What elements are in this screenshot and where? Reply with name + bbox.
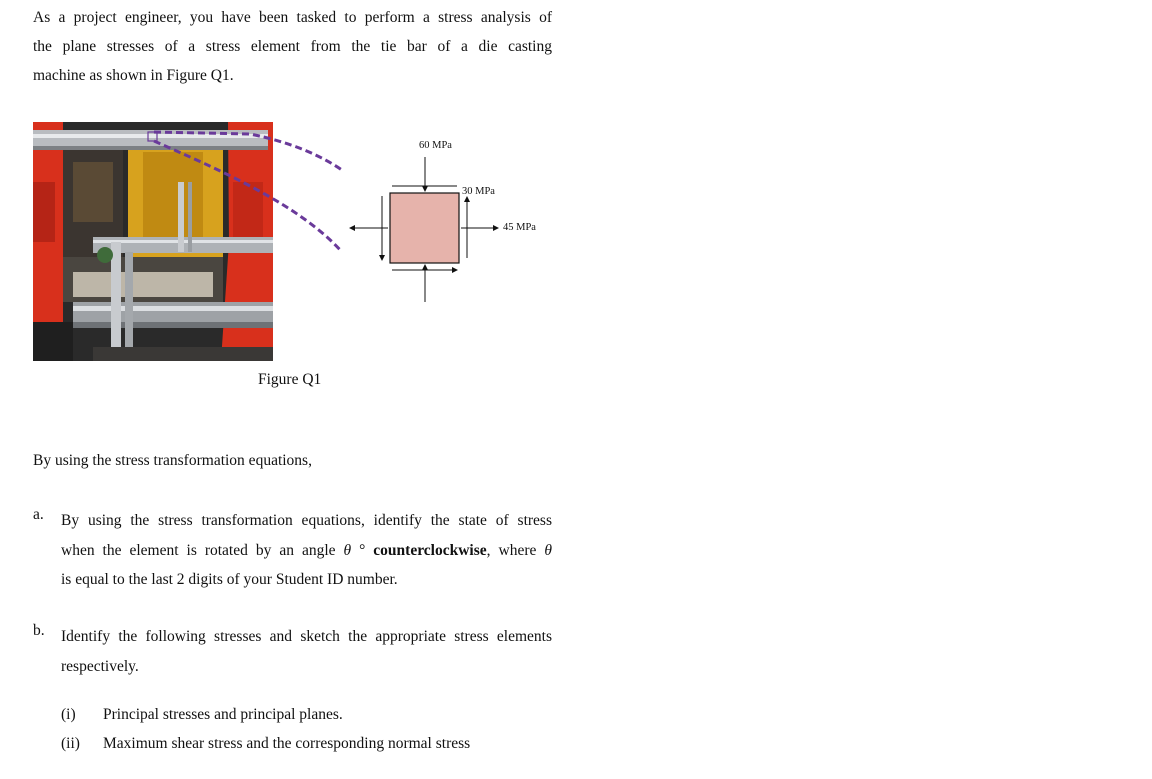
theta-symbol: θ [544, 541, 552, 559]
figure-caption: Figure Q1 [258, 371, 322, 388]
label-top-stress: 60 MPa [419, 140, 452, 151]
intro-line: As a project engineer, you have been tasked to perform a stress analysis of [33, 9, 552, 26]
question-b-line: respectively. [61, 657, 139, 675]
intro-paragraph [33, 3, 552, 90]
label-right-stress: 45 MPa [503, 222, 536, 233]
question-b-marker: b. [33, 622, 45, 639]
sub-item-number: (ii) [61, 735, 80, 752]
question-a-body [61, 506, 552, 595]
stress-element [390, 193, 459, 263]
question-a-line: is equal to the last 2 digits of your Student ID number. [61, 571, 398, 588]
question-b [0, 622, 1152, 682]
intro-line: the plane stresses of a stress element from the tie bar of a die casting [33, 38, 552, 55]
question-b-body [61, 622, 552, 681]
question-a-line: when the element is rotated by an angle θ ° counterclockwise, where θ [61, 541, 552, 559]
die-casting-machine-photo [33, 122, 273, 361]
counterclockwise-text: counterclockwise [365, 541, 487, 559]
right-normal-stress-arrow [461, 197, 498, 258]
sub-item-text: Maximum shear stress and the corresponding normal stress [103, 735, 471, 752]
sub-item-text: Principal stresses and principal planes. [103, 706, 343, 723]
question-a-line: By using the stress transformation equations, identify the state of stress [61, 512, 552, 529]
question-a [0, 506, 1152, 596]
bottom-normal-stress-arrow [392, 265, 457, 302]
label-shear-stress: 30 MPa [462, 186, 495, 197]
theta-symbol: θ [343, 541, 352, 559]
lead-sentence: By using the stress transformation equations, [33, 452, 312, 469]
left-normal-stress-arrow [350, 196, 388, 260]
intro-line: machine as shown in Figure Q1. [33, 67, 234, 84]
sub-item-number: (i) [61, 706, 76, 723]
question-b-line: Identify the following stresses and sketch the appropriate stress elements [61, 628, 552, 645]
question-a-marker: a. [33, 506, 44, 523]
top-normal-stress-arrow [392, 157, 457, 191]
